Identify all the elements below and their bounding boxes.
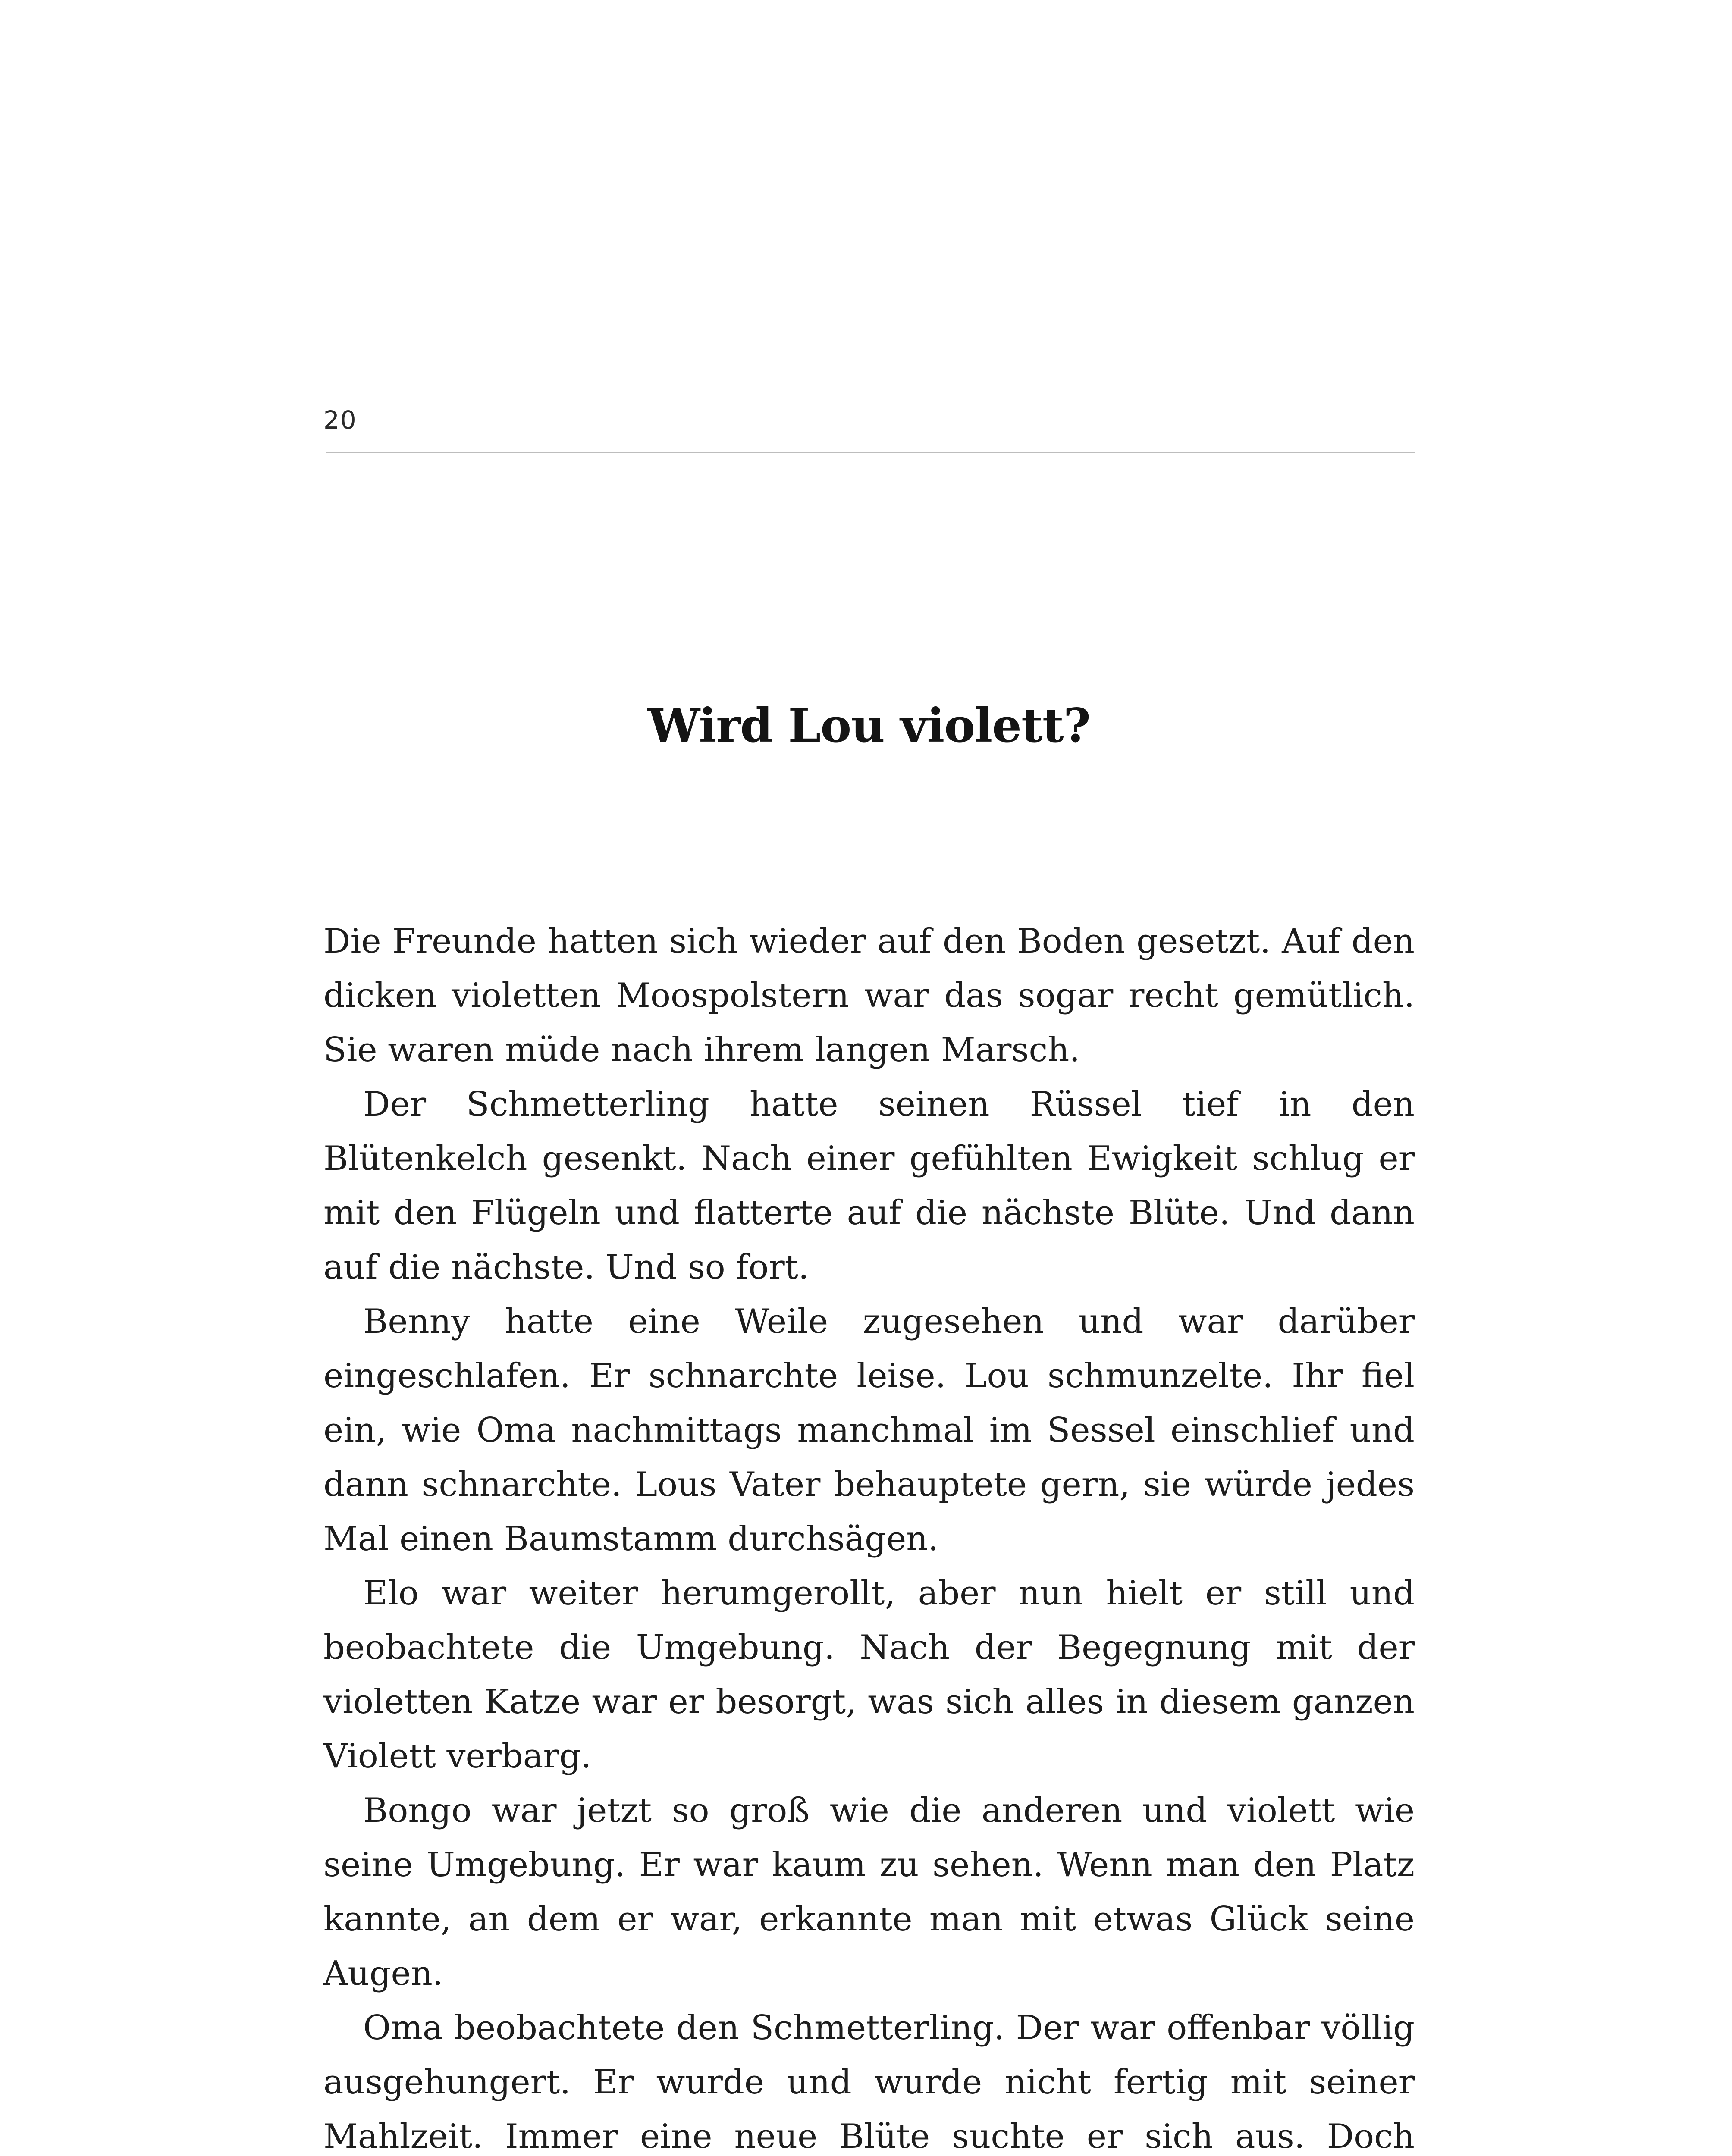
body-text — [323, 914, 1415, 2156]
paragraph: Elo war weiter herumgerollt, aber nun hielt er still und beobachtete die Umgebung. Nach der Begegnung mit der violetten Katze war er besorgt, was sich alles in diesem ganzen Violett verbarg. — [323, 1574, 1415, 1776]
page-number: 20 — [323, 405, 357, 435]
chapter-title: Wird Lou violett? — [647, 699, 1091, 753]
paragraph: Benny hatte eine Weile zugesehen und war darüber eingeschlafen. Er schnarchte leise. Lou schmunzelte. Ihr fiel ein, wie Oma nachmittags manchmal im Sessel einschlief und dann schnarchte. Lous Vater behauptete gern, sie würde jedes Mal einen Baumstamm durchsägen. — [323, 1302, 1415, 1558]
paragraph: Bongo war jetzt so groß wie die anderen und violett wie seine Umgebung. Er war kaum zu sehen. Wenn man den Platz kannte, an dem er war, erkannte man mit etwas Glück seine Augen. — [323, 1791, 1415, 1993]
paragraph: Oma beobachtete den Schmetterling. Der war offenbar völlig ausgehungert. Er wurde und wurde nicht fertig mit seiner Mahlzeit. Immer eine neue Blüte suchte er sich aus. Doch — [323, 2009, 1415, 2156]
paragraph: Der Schmetterling hatte seinen Rüssel tief in den Blütenkelch gesenkt. Nach einer gefühlten Ewigkeit schlug er mit den Flügeln und flatterte auf die nächste Blüte. Und dann auf die nächste. Und so fort. — [323, 1085, 1415, 1287]
header-rule — [326, 452, 1415, 453]
paragraph: Die Freunde hatten sich wieder auf den Boden gesetzt. Auf den dicken violetten Moospolstern war das sogar recht gemütlich. Sie waren müde nach ihrem langen Marsch. — [323, 922, 1415, 1069]
